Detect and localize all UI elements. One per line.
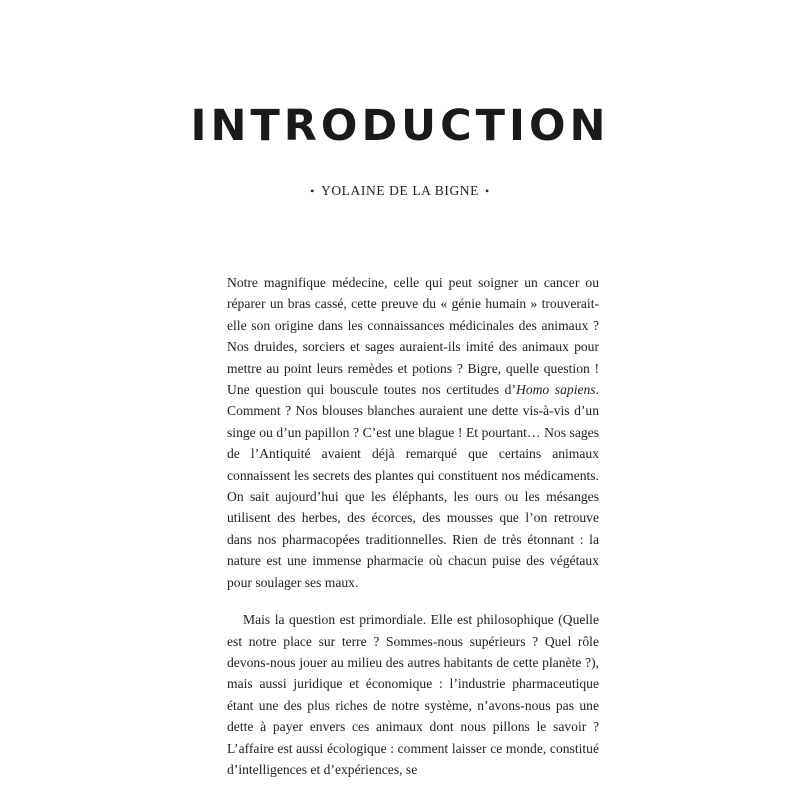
chapter-author [0, 181, 800, 201]
body-text [227, 272, 599, 780]
author-name: YOLAINE DE LA BIGNE [320, 183, 479, 198]
paragraph-1-start: Notre magnifique médecine, celle qui peut soigner un cancer ou réparer un bras cassé, cette preuve du « génie humain » trouverait-elle son origine dans les connaissances médicinales des animaux ? Nos druides, sorciers et sages auraient-ils imité des animaux pour mettre au point leurs remèdes et potions ? Bigre, quelle question ! Une question qui bouscule toutes nos certitudes d’ [227, 275, 599, 398]
bullet-right: • [485, 184, 490, 198]
bullet-left: • [310, 184, 315, 198]
paragraph-1-italic: Homo sapiens [516, 382, 596, 398]
paragraph-1 [227, 272, 599, 593]
paragraph-2: Mais la question est primordiale. Elle est philosophique (Quelle est notre place sur terre ? Sommes-nous supérieurs ? Quel rôle devons-nous jouer au milieu des autres habitants de cette planète ?), mais aussi juridique et économique : l’industrie pharmaceutique étant une des plus riches de notre système, n’avons-nous pas une dette à payer envers ces animaux dont nous pillons le savoir ? L’affaire est aussi écologique : comment laisser ce monde, constitué d’intelligences et d’expériences, se [227, 612, 599, 777]
chapter-title: INTRODUCTION [190, 101, 610, 151]
paragraph-1-end: . Comment ? Nos blouses blanches auraient une dette vis-à-vis d’un singe ou d’un papillon ? C’est une blague ! Et pourtant… Nos sages de l’Antiquité avaient déjà remarqué que certains animaux connaissent les secrets des plantes qui constituent nos médicaments. On sait aujourd’hui que les éléphants, les ours ou les mésanges utilisent des herbes, des écorces, des mousses que l’on retrouve dans nos pharmacopées traditionnelles. Rien de très étonnant : la nature est une immense pharmacie où chacun puise des végétaux pour soulager ses maux. [227, 382, 599, 590]
